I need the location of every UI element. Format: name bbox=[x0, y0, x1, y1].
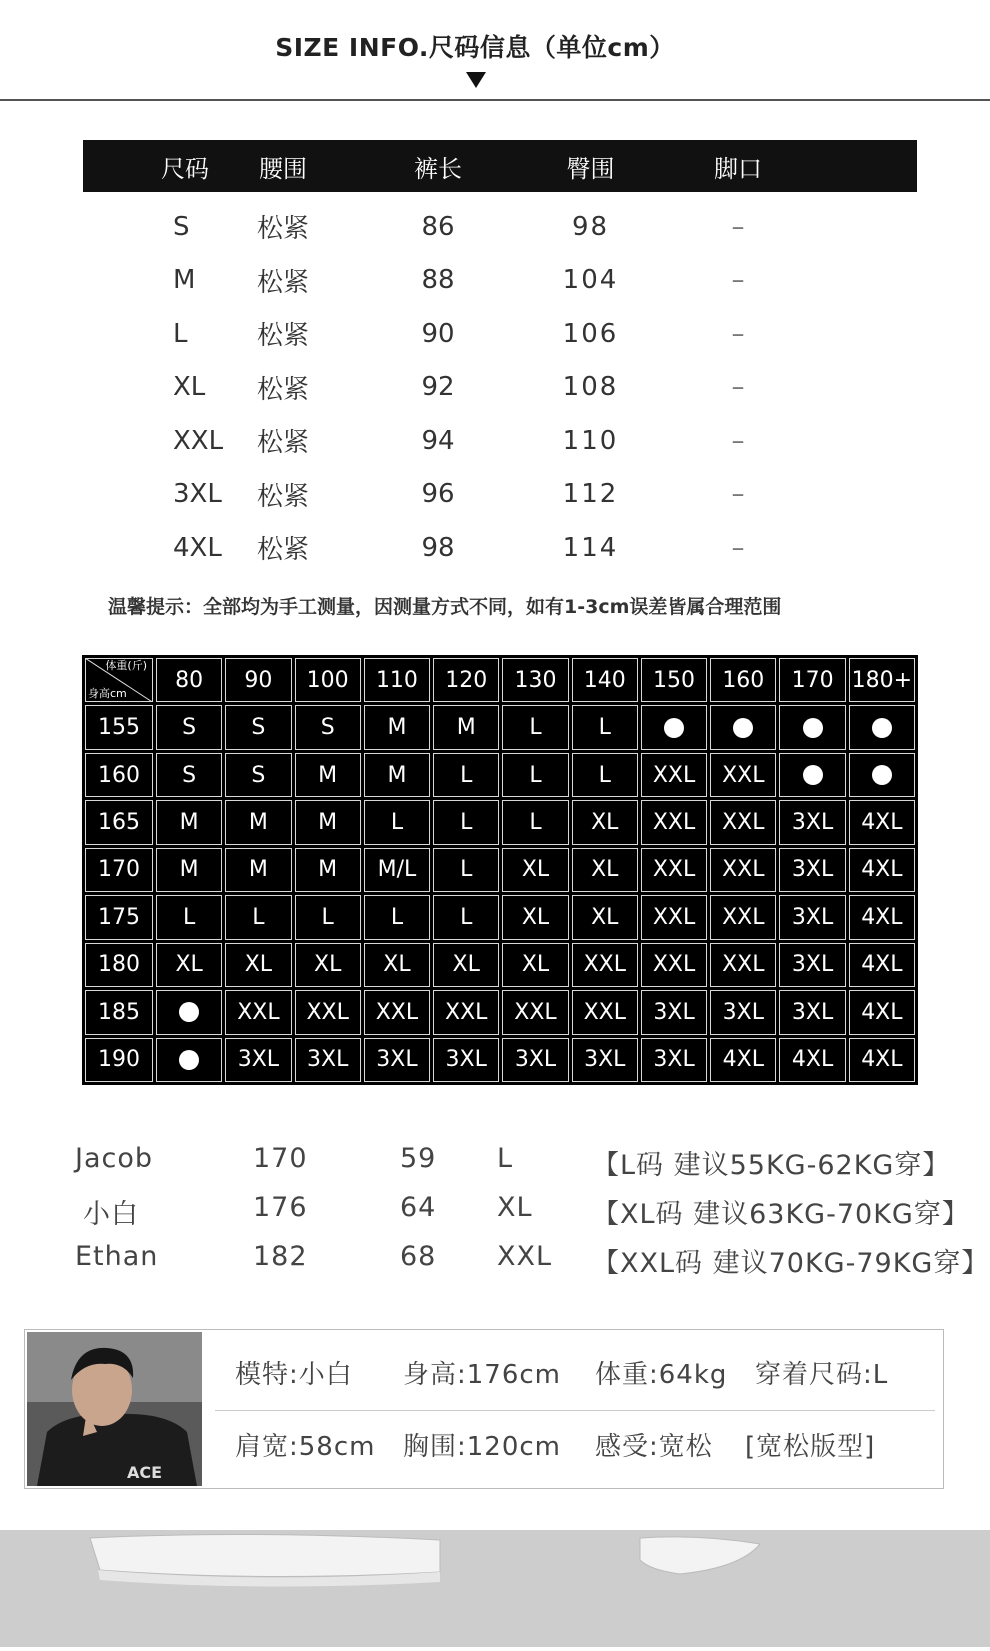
height-header-cell: 185 bbox=[85, 990, 153, 1034]
size-recommendation-cell: XXL bbox=[572, 943, 638, 987]
size-recommendation-cell: 3XL bbox=[779, 800, 845, 844]
size-recommendation-cell: L bbox=[364, 895, 430, 939]
height-header-cell: 190 bbox=[85, 1038, 153, 1082]
size-recommendation-cell: M bbox=[225, 800, 291, 844]
size-table-header bbox=[83, 140, 917, 192]
size-recommendation-cell: L bbox=[225, 895, 291, 939]
model-list bbox=[75, 1143, 990, 1290]
model-row-weight: 59 bbox=[400, 1143, 437, 1174]
size-recommendation-cell: S bbox=[295, 705, 361, 749]
model-row-note: 【XXL码 建议70KG-79KG穿】 bbox=[592, 1248, 990, 1279]
weight-header-cell: 160 bbox=[710, 658, 776, 702]
size-recommendation-cell: L bbox=[572, 753, 638, 797]
size-recommendation-cell: XL bbox=[295, 943, 361, 987]
hem-cell: – bbox=[731, 372, 745, 403]
size-recommendation-cell: XXL bbox=[641, 943, 707, 987]
svg-text:ACE: ACE bbox=[127, 1463, 163, 1482]
model-photo bbox=[27, 1332, 202, 1486]
size-recommendation-cell: XXL bbox=[710, 753, 776, 797]
size-recommendation-cell: 3XL bbox=[710, 990, 776, 1034]
size-recommendation-cell: 3XL bbox=[641, 1038, 707, 1082]
size-recommendation-cell: XL bbox=[572, 895, 638, 939]
model-row-size: L bbox=[497, 1143, 514, 1174]
hip-cell: 110 bbox=[562, 425, 619, 456]
dot-icon bbox=[803, 765, 823, 785]
size-recommendation-cell: XXL bbox=[295, 990, 361, 1034]
hip-cell: 108 bbox=[562, 372, 619, 403]
size-recommendation-cell: 4XL bbox=[779, 1038, 845, 1082]
dot-icon bbox=[872, 718, 892, 738]
length-cell: 96 bbox=[421, 479, 455, 510]
measurement-tip: 温馨提示：全部均为手工测量，因测量方式不同，如有1-3cm误差皆属合理范围 bbox=[108, 596, 782, 618]
size-recommendation-cell: L bbox=[502, 705, 568, 749]
hem-cell: – bbox=[731, 318, 745, 349]
size-cell: S bbox=[173, 211, 190, 242]
size-recommendation-cell: S bbox=[156, 753, 222, 797]
size-recommendation-cell: 4XL bbox=[849, 990, 915, 1034]
size-recommendation-cell: 3XL bbox=[572, 1038, 638, 1082]
size-table-row bbox=[83, 414, 917, 468]
waist-cell: 松紧 bbox=[256, 428, 309, 459]
model-row-height: 170 bbox=[253, 1143, 308, 1174]
hem-cell: – bbox=[731, 265, 745, 296]
not-available-cell bbox=[156, 990, 222, 1034]
size-recommendation-cell: XXL bbox=[641, 800, 707, 844]
size-recommendation-cell: 3XL bbox=[364, 1038, 430, 1082]
not-available-cell bbox=[779, 753, 845, 797]
size-recommendation-cell: XXL bbox=[225, 990, 291, 1034]
length-cell: 94 bbox=[421, 425, 455, 456]
dot-icon bbox=[664, 718, 684, 738]
hem-cell: – bbox=[731, 211, 745, 242]
size-col-header: 尺码 bbox=[161, 154, 209, 183]
size-recommendation-cell: S bbox=[156, 705, 222, 749]
size-recommendation-cell: 4XL bbox=[849, 895, 915, 939]
size-recommendation-cell: 4XL bbox=[849, 1038, 915, 1082]
size-recommendation-cell: XXL bbox=[710, 895, 776, 939]
model-row-name: Jacob bbox=[75, 1143, 154, 1174]
length-cell: 92 bbox=[421, 372, 455, 403]
hip-cell: 106 bbox=[562, 318, 619, 349]
size-recommendation-cell: M bbox=[364, 705, 430, 749]
weight-header-cell: 140 bbox=[572, 658, 638, 702]
size-recommendation-cell: XL bbox=[572, 848, 638, 892]
waist-cell: 松紧 bbox=[256, 321, 309, 352]
height-header-cell: 155 bbox=[85, 705, 153, 749]
model-row-weight: 68 bbox=[400, 1241, 437, 1272]
not-available-cell bbox=[156, 1038, 222, 1082]
model-fit: [宽松版型] bbox=[745, 1432, 876, 1462]
size-recommendation-cell: 3XL bbox=[779, 895, 845, 939]
size-recommendation-cell: 3XL bbox=[779, 848, 845, 892]
size-recommendation-cell: M bbox=[225, 848, 291, 892]
model-size: 穿着尺码:L bbox=[755, 1360, 889, 1390]
height-header-cell: 165 bbox=[85, 800, 153, 844]
hip-cell: 112 bbox=[562, 479, 619, 510]
not-available-cell bbox=[849, 705, 915, 749]
model-name: 模特:小白 bbox=[235, 1360, 353, 1390]
size-recommendation-cell: XXL bbox=[433, 990, 499, 1034]
size-cell: XXL bbox=[173, 425, 224, 456]
size-recommendation-cell: 4XL bbox=[849, 943, 915, 987]
size-recommendation-cell: L bbox=[502, 753, 568, 797]
model-row bbox=[75, 1241, 990, 1290]
waist-cell: 松紧 bbox=[256, 214, 309, 245]
hem-cell: – bbox=[731, 532, 745, 563]
header-divider bbox=[0, 99, 990, 101]
size-recommendation-cell: XL bbox=[502, 848, 568, 892]
hip-col-header: 臀围 bbox=[566, 154, 615, 183]
size-recommendation-cell: XXL bbox=[364, 990, 430, 1034]
size-recommendation-cell: 3XL bbox=[779, 990, 845, 1034]
size-recommendation-cell: L bbox=[433, 753, 499, 797]
size-table-row bbox=[83, 468, 917, 522]
length-col-header: 裤长 bbox=[414, 154, 462, 183]
hem-col-header: 脚口 bbox=[714, 154, 762, 183]
length-cell: 98 bbox=[421, 532, 455, 563]
header bbox=[0, 0, 990, 101]
height-header-cell: 180 bbox=[85, 943, 153, 987]
size-recommendation-cell: M/L bbox=[364, 848, 430, 892]
weight-header-cell: 80 bbox=[156, 658, 222, 702]
dot-icon bbox=[803, 718, 823, 738]
size-recommendation-cell: 3XL bbox=[641, 990, 707, 1034]
hem-cell: – bbox=[731, 425, 745, 456]
size-recommendation-cell: XXL bbox=[641, 848, 707, 892]
size-recommendation-cell: M bbox=[156, 800, 222, 844]
waist-cell: 松紧 bbox=[256, 267, 309, 298]
size-recommendation-cell: XXL bbox=[710, 943, 776, 987]
size-cell: XL bbox=[173, 372, 206, 403]
size-recommendation-cell: XL bbox=[502, 943, 568, 987]
size-recommendation-cell: M bbox=[364, 753, 430, 797]
size-recommendation-cell: L bbox=[433, 800, 499, 844]
size-recommendation-cell: L bbox=[295, 895, 361, 939]
model-row bbox=[75, 1143, 990, 1192]
size-recommendation-cell: 4XL bbox=[849, 800, 915, 844]
not-available-cell bbox=[641, 705, 707, 749]
grid-corner bbox=[85, 658, 153, 702]
size-table-row bbox=[83, 200, 917, 254]
size-recommendation-cell: XL bbox=[225, 943, 291, 987]
size-table-row bbox=[83, 361, 917, 415]
weight-header-cell: 90 bbox=[225, 658, 291, 702]
size-recommendation-cell: 3XL bbox=[295, 1038, 361, 1082]
hip-cell: 104 bbox=[562, 265, 619, 296]
size-recommendation-cell: XXL bbox=[641, 753, 707, 797]
sneaker-image bbox=[0, 1530, 990, 1647]
waist-cell: 松紧 bbox=[256, 535, 309, 566]
model-row-size: XL bbox=[497, 1192, 533, 1223]
weight-header-cell: 100 bbox=[295, 658, 361, 702]
size-recommendation-cell: S bbox=[225, 705, 291, 749]
size-recommendation-cell: 3XL bbox=[502, 1038, 568, 1082]
not-available-cell bbox=[779, 705, 845, 749]
not-available-cell bbox=[710, 705, 776, 749]
model-row-weight: 64 bbox=[400, 1192, 437, 1223]
size-recommendation-cell: L bbox=[433, 895, 499, 939]
size-recommendation-cell: L bbox=[502, 800, 568, 844]
size-recommendation-cell: XXL bbox=[572, 990, 638, 1034]
not-available-cell bbox=[849, 753, 915, 797]
weight-header-cell: 130 bbox=[502, 658, 568, 702]
waist-col-header: 腰围 bbox=[259, 154, 307, 183]
size-recommendation-cell: L bbox=[433, 848, 499, 892]
size-cell: 4XL bbox=[173, 532, 222, 563]
size-recommendation-cell: 3XL bbox=[779, 943, 845, 987]
size-recommendation-cell: 4XL bbox=[710, 1038, 776, 1082]
size-recommendation-cell: 3XL bbox=[433, 1038, 499, 1082]
size-recommendation-cell: M bbox=[295, 753, 361, 797]
size-recommendation-cell: L bbox=[572, 705, 638, 749]
size-table-body bbox=[83, 200, 917, 575]
size-recommendation-cell: XL bbox=[572, 800, 638, 844]
size-recommendation-cell: XL bbox=[433, 943, 499, 987]
size-recommendation-cell: M bbox=[433, 705, 499, 749]
dot-icon bbox=[179, 1002, 199, 1022]
model-shoulder: 肩宽:58cm bbox=[235, 1432, 376, 1462]
model-photo-illustration bbox=[27, 1332, 202, 1486]
size-table-row bbox=[83, 307, 917, 361]
height-header-cell: 170 bbox=[85, 848, 153, 892]
model-row-name: 小白 bbox=[83, 1199, 139, 1230]
size-recommendation-cell: L bbox=[364, 800, 430, 844]
weight-header-cell: 180+ bbox=[849, 658, 915, 702]
size-recommendation-cell: XXL bbox=[710, 800, 776, 844]
dot-icon bbox=[179, 1050, 199, 1070]
height-header-cell: 175 bbox=[85, 895, 153, 939]
weight-header-cell: 150 bbox=[641, 658, 707, 702]
model-row-height: 176 bbox=[253, 1192, 308, 1223]
size-table-row bbox=[83, 521, 917, 575]
dot-icon bbox=[872, 765, 892, 785]
size-recommendation-cell: XL bbox=[156, 943, 222, 987]
corner-weight-label: 体重(斤) bbox=[105, 659, 147, 672]
footer-image-band bbox=[0, 1530, 990, 1647]
hip-cell: 114 bbox=[562, 532, 619, 563]
model-card bbox=[24, 1329, 944, 1489]
size-recommendation-cell: XXL bbox=[502, 990, 568, 1034]
size-recommendation-cell: XL bbox=[364, 943, 430, 987]
hip-cell: 98 bbox=[571, 211, 610, 242]
weight-header-cell: 120 bbox=[433, 658, 499, 702]
size-recommendation-cell: M bbox=[156, 848, 222, 892]
down-arrow-icon bbox=[466, 72, 486, 88]
model-row-note: 【L码 建议55KG-62KG穿】 bbox=[592, 1150, 951, 1181]
size-recommendation-grid bbox=[82, 655, 918, 1085]
size-recommendation-cell: XL bbox=[502, 895, 568, 939]
model-chest: 胸围:120cm bbox=[403, 1432, 562, 1462]
model-card-divider bbox=[215, 1410, 935, 1411]
model-row-height: 182 bbox=[253, 1241, 308, 1272]
size-recommendation-cell: 4XL bbox=[849, 848, 915, 892]
waist-cell: 松紧 bbox=[256, 481, 309, 512]
size-recommendation-cell: 3XL bbox=[225, 1038, 291, 1082]
model-row-size: XXL bbox=[497, 1241, 553, 1272]
dot-icon bbox=[733, 718, 753, 738]
size-recommendation-cell: XXL bbox=[710, 848, 776, 892]
model-feel: 感受:宽松 bbox=[595, 1432, 713, 1462]
size-cell: M bbox=[173, 265, 196, 296]
page-title: SIZE INFO.尺码信息（单位cm） bbox=[275, 33, 675, 62]
corner-height-label: 身高cm bbox=[88, 687, 127, 701]
weight-header-cell: 110 bbox=[364, 658, 430, 702]
length-cell: 88 bbox=[421, 265, 455, 296]
size-cell: 3XL bbox=[173, 479, 222, 510]
weight-header-cell: 170 bbox=[779, 658, 845, 702]
length-cell: 90 bbox=[421, 318, 455, 349]
size-table-row bbox=[83, 254, 917, 308]
size-recommendation-cell: XXL bbox=[641, 895, 707, 939]
model-row-name: Ethan bbox=[75, 1241, 159, 1272]
waist-cell: 松紧 bbox=[256, 374, 309, 405]
size-recommendation-cell: M bbox=[295, 800, 361, 844]
model-weight: 体重:64kg bbox=[595, 1360, 728, 1390]
model-row-note: 【XL码 建议63KG-70KG穿】 bbox=[592, 1199, 970, 1230]
model-height: 身高:176cm bbox=[403, 1360, 562, 1390]
height-header-cell: 160 bbox=[85, 753, 153, 797]
model-row bbox=[75, 1192, 990, 1241]
size-cell: L bbox=[173, 318, 188, 349]
length-cell: 86 bbox=[421, 211, 455, 242]
size-recommendation-cell: M bbox=[295, 848, 361, 892]
hem-cell: – bbox=[731, 479, 745, 510]
size-recommendation-cell: S bbox=[225, 753, 291, 797]
size-recommendation-cell: L bbox=[156, 895, 222, 939]
